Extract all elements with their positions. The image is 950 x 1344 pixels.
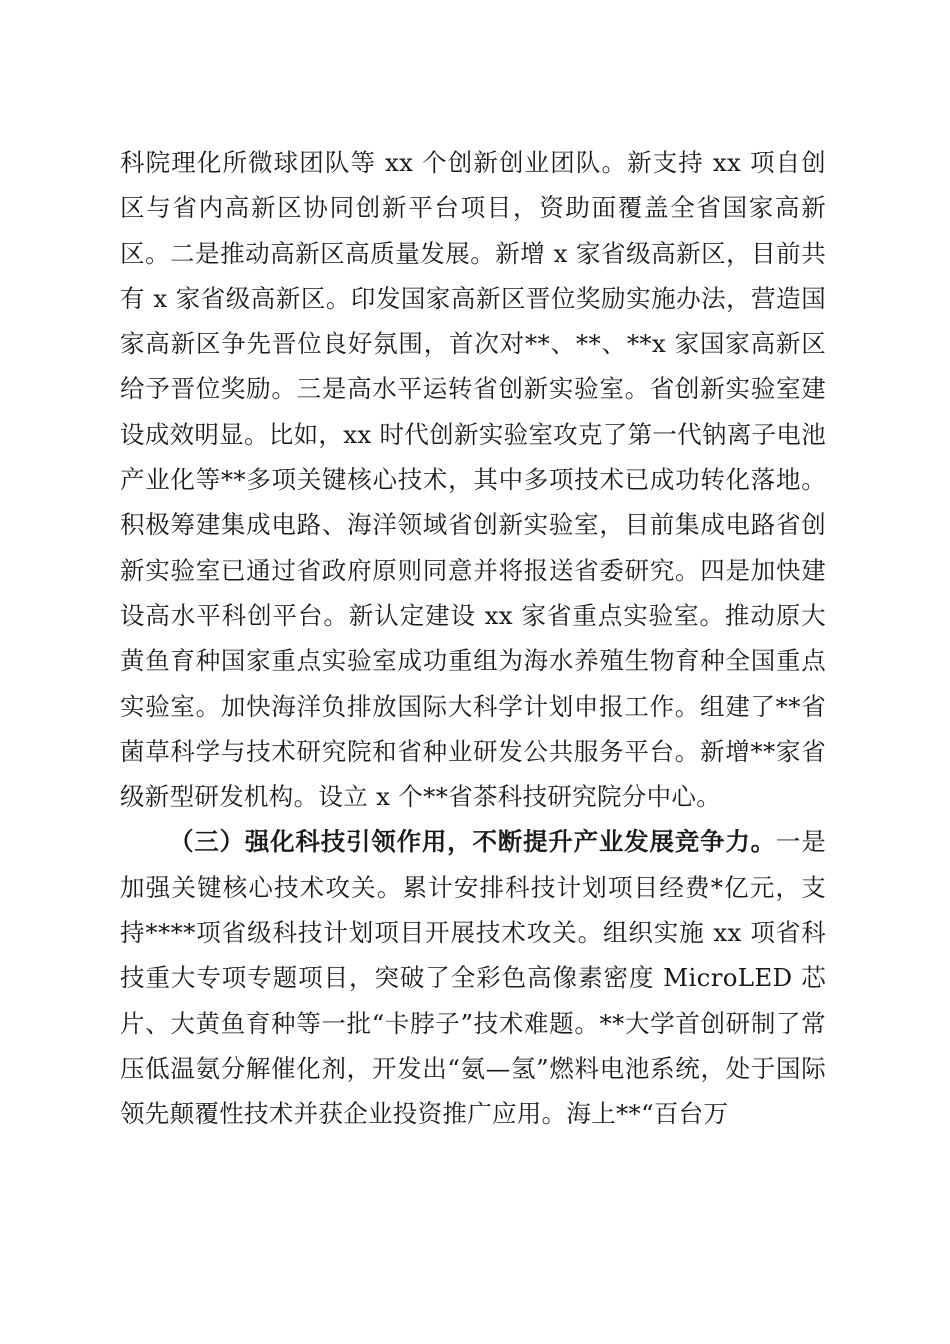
section-body-text: 一是加强关键核心技术攻关。累计安排科技计划项目经费*亿元，支持****项省级科技计划项目开展技术攻关。组织实施 xx 项省科技重大专项专题项目，突破了全彩色高像素密度 MicroLED 芯片、大黄鱼育种等一批“卡脖子”技术难题。**大学首创研制了常压低温氨分解催化剂，开发出“氨—氢”燃料电池系统，处于国际领先颠覆性技术并获企业投资推广应用。海上**“百台万 bbox=[120, 827, 826, 1129]
paragraph-continued: 科院理化所微球团队等 xx 个创新创业团队。新支持 xx 项自创区与省内高新区协同创新平台项目，资助面覆盖全省国家高新区。二是推动高新区高质量发展。新增 x 家省级高新区，目前共有 x 家省级高新区。印发国家高新区晋位奖励实施办法，营造国家高新区争先晋位良好氛围，首次对**、**、**x 家国家高新区给予晋位奖励。三是高水平运转省创新实验室。省创新实验室建设成效明显。比如，xx 时代创新实验室攻克了第一代钠离子电池产业化等**多项关键核心技术，其中多项技术已成功转化落地。积极筹建集成电路、海洋领域省创新实验室，目前集成电路省创新实验室已通过省政府原则同意并将报送省委研究。四是加快建设高水平科创平台。新认定建设 xx 家省重点实验室。推动原大黄鱼育种国家重点实验室成功重组为海水养殖生物育种全国重点实验室。加快海洋负排放国际大科学计划申报工作。组建了**省菌草科学与技术研究院和省种业研发公共服务平台。新增**家省级新型研发机构。设立 x 个**省茶科技研究院分中心。 bbox=[120, 148, 826, 812]
document-body bbox=[120, 140, 826, 1137]
paragraph-section-three bbox=[120, 819, 826, 1136]
section-heading: （三）强化科技引领作用，不断提升产业发展竞争力。 bbox=[169, 827, 776, 857]
